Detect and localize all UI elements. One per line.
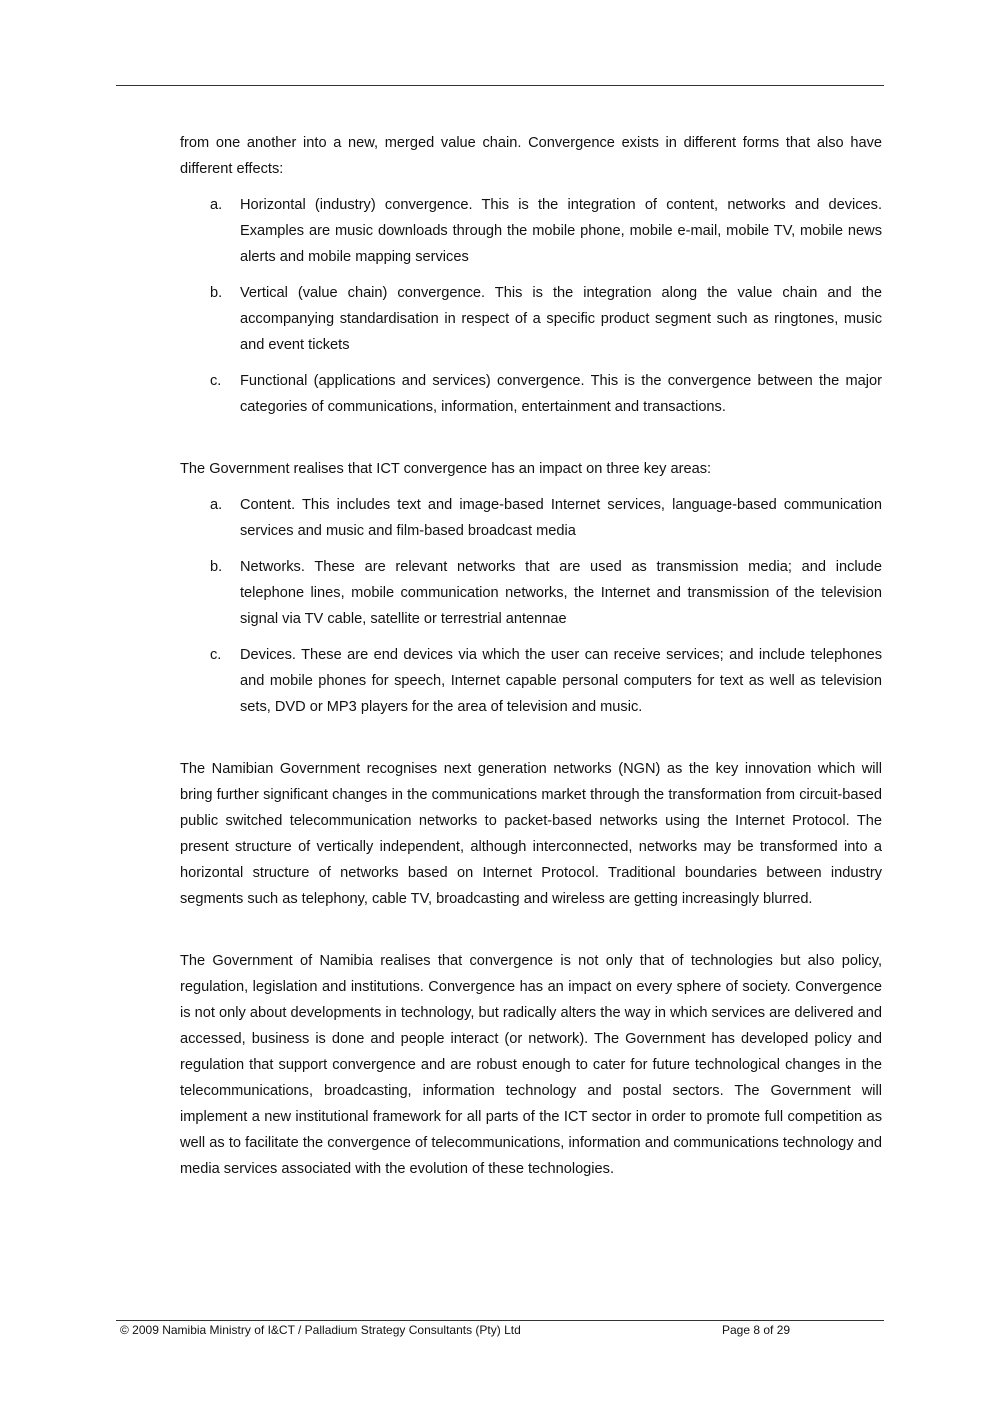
list-item-text: Vertical (value chain) convergence. This is the integration along the value chain and the accompanying standardisation in respect of a specific product segment such as ringtones, music and event tickets [240,285,882,353]
list-marker: a. [210,197,223,213]
government-paragraph: The Government of Namibia realises that convergence is not only that of technologies but also policy, regulation, legislation and institutions. Convergence has an impact on every sphere of society. Convergence is not only about developments in technology, but radically alters the way in which services are delivered and accessed, business is done and people interact (or network). The Government has developed policy and regulation that support convergence and are robust enough to cater for future technological changes in the telecommunications, broadcasting, information technology and postal sectors. The Government will implement a new institutional framework for all parts of the ICT sector in order to promote full competition as well as to facilitate the convergence of telecommunications, information and communications technology and media services associated with the evolution of these technologies. [180,953,882,1177]
list-item-text: Devices. These are end devices via which the user can receive services; and include telephones and mobile phones for speech, Internet capable personal computers for text as well as television sets, DVD or MP3 players for the area of television and music. [240,647,882,715]
list-item [180,192,882,270]
list-marker: b. [210,285,223,301]
list-marker: c. [210,647,222,663]
list-item [180,554,882,632]
list-marker: c. [210,373,222,389]
convergence-forms-list [180,192,882,420]
list-item [180,368,882,420]
page-number: Page 8 of 29 [722,1323,791,1337]
list-item [180,642,882,720]
list-item [180,492,882,544]
list-marker: a. [210,497,223,513]
key-areas-paragraph: The Government realises that ICT convergence has an impact on three key areas: [180,461,712,477]
list-item-text: Networks. These are relevant networks that are used as transmission media; and include telephone lines, mobile communication networks, the Internet and transmission of the television signal via TV cable, satellite or terrestrial antennae [240,559,882,627]
ngn-paragraph: The Namibian Government recognises next generation networks (NGN) as the key innovation which will bring further significant changes in the communications market through the transformation from circuit-based public switched telecommunication networks to packet-based networks using the Internet Protocol. The present structure of vertically independent, although interconnected, networks may be transformed into a horizontal structure of networks based on Internet Protocol. Traditional boundaries between industry segments such as telephony, cable TV, broadcasting and wireless are getting increasingly blurred. [180,761,882,907]
list-item-text: Horizontal (industry) convergence. This is the integration of content, networks and devices. Examples are music downloads through the mobile phone, mobile e-mail, mobile TV, mobile news alerts and mobile mapping services [240,197,882,265]
intro-paragraph: from one another into a new, merged value chain. Convergence exists in different forms that also have different effects: [180,135,882,177]
list-item [180,280,882,358]
key-areas-list [180,492,882,720]
header-rule [116,85,884,86]
list-marker: b. [210,559,223,575]
footer-copyright: © 2009 Namibia Ministry of I&CT / Palladium Strategy Consultants (Pty) Ltd [120,1323,521,1337]
document-body [180,130,882,1182]
list-item-text: Content. This includes text and image-based Internet services, language-based communication services and music and film-based broadcast media [240,497,882,539]
list-item-text: Functional (applications and services) convergence. This is the convergence between the major categories of communications, information, entertainment and transactions. [240,373,882,415]
footer-rule [116,1320,884,1321]
